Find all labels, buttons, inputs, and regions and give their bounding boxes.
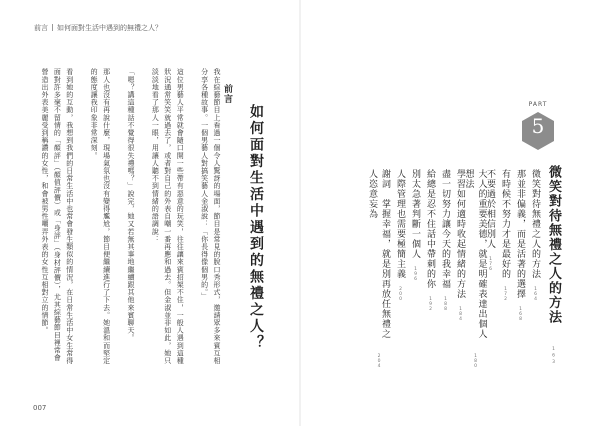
preface-title: 如何面對生活中遇到的無禮之人？: [248, 104, 264, 352]
toc-item: [439, 169, 452, 369]
body-paragraph: 這位男藝人平常就會隨口開一些帶有惡意的玩笑，往往讓來賓招架不住，一般人遇到這種狀況通常笑笑就過去了，或者對自己的外表自嘲一番再應和過去。但金淑並非如此，她只淡淡地看了那人一眼，用讓人聽不到情緒的語調說：: [151, 68, 185, 365]
gutter-divider: [299, 0, 301, 426]
toc-item-title: 人際管理也需要極簡主義: [395, 169, 405, 279]
toc-item-title: 學習如何適時收起情緒的方法: [455, 169, 465, 299]
body-paragraph: 我在綜藝節目上看過一個令人驚訝的場面，節目是常見的脫口秀形式，邀請眾多來賓互相分享各種故事。一個男藝人對搞笑藝人金淑說：「你長得像個男的。」: [200, 68, 221, 365]
toc-item-title: 那並非偏義，而是活著的選擇: [515, 169, 525, 299]
toc-item: [424, 169, 437, 369]
toc-item-page: 168: [518, 307, 523, 322]
table-of-contents: [366, 169, 542, 369]
chapter-title-text: 微笑對待無禮之人的方法: [546, 165, 561, 325]
toc-item-title: 別太急著判斷一個人: [410, 169, 420, 259]
toc-item: [409, 169, 422, 369]
part-number: 5: [531, 114, 545, 138]
body-paragraph: 看到她的互動，我想到我們的日常生活中也常會發生類似的情況，在日常生活中女生常得面對許多毫不留情的「顏評」（顏值評價）或「身評」（身材評價），尤其綜藝節目裡常會營造出外表美麗受到稱讚的女性，和會被男性嘲弄外表的女性互相對立的情節。: [40, 68, 74, 365]
preface-label: 前言: [222, 84, 232, 104]
toc-item: [529, 169, 542, 369]
toc-item: [463, 169, 487, 369]
toc-item-page: 204: [376, 354, 382, 369]
toc-item-title: 微笑對待無禮之人的方法: [530, 169, 540, 279]
toc-item-page: 172: [503, 287, 508, 302]
page-number: 007: [33, 404, 47, 412]
preface-body: [27, 68, 223, 368]
toc-item-title: 盡一切努力讓今天的我幸福: [440, 169, 450, 289]
toc-item: [394, 169, 407, 369]
toc-item: [366, 169, 392, 369]
chapter-page: 163: [551, 347, 556, 367]
toc-item-page: 192: [428, 297, 433, 312]
toc-item-page: 184: [458, 307, 463, 322]
left-page: [0, 0, 298, 426]
toc-item-page: 188: [443, 297, 448, 312]
toc-item-page: 180: [473, 354, 478, 369]
toc-item-title: 有時候不努力才是最好的: [500, 169, 510, 279]
toc-item-title: 給總是忍不住話中帶刺的你: [425, 169, 435, 289]
toc-item: [499, 169, 512, 369]
toc-item-title: 不要過於相信別人: [485, 169, 495, 249]
toc-item-title: 謝詞 掌握幸福，就是別再放任無禮之人恣意妄為: [367, 169, 390, 339]
toc-item-title: 大人的重要美德，就是明確表達出個人想法: [463, 169, 487, 339]
chapter-title: [544, 165, 563, 367]
toc-item: [514, 169, 527, 369]
toc-item-page: 176: [488, 257, 493, 272]
running-header-title: 如何面對生活中遇到的無禮之人？: [57, 24, 162, 32]
toc-item-page: 164: [533, 287, 538, 302]
toc-item-page: 196: [413, 267, 418, 282]
body-paragraph: 那人也沒有再說什麼，現場氣氛也沒有變得尷尬，節目便繼續進行了下去。她溫和而堅定的態度讓我印象非常深刻。: [90, 68, 111, 365]
toc-item: [484, 169, 497, 369]
part-label: PART: [528, 101, 548, 108]
body-paragraph: 「嗯？講這種話不覺得很失禮嗎？」說完，她又若無其事地繼續跟其他來賓聊天。: [126, 68, 135, 342]
toc-item-page: 200: [398, 287, 403, 302]
running-header-label: 前言: [34, 24, 48, 32]
